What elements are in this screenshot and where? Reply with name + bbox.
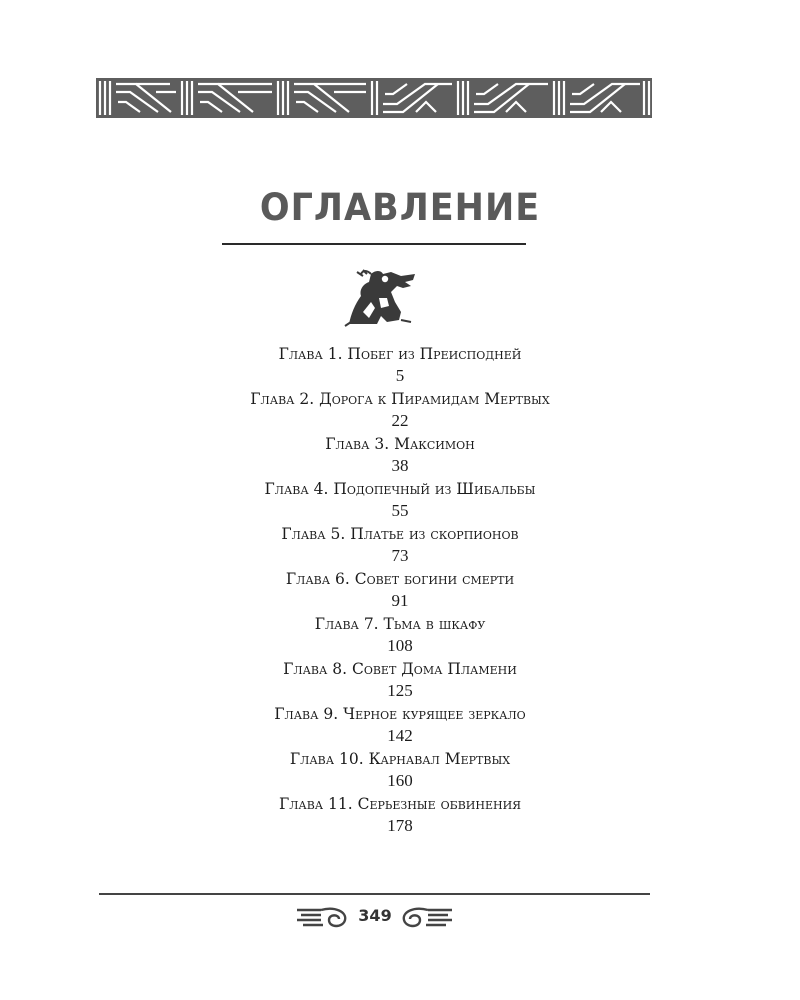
- chapter-page-number: 91: [391, 591, 409, 610]
- chapter-title: Глава 4. Подопечный из Шибальбы: [264, 480, 536, 498]
- chapter-page-number: 5: [395, 366, 405, 385]
- ornamental-border-icon: [96, 78, 652, 118]
- toc-entry[interactable]: [0, 478, 800, 523]
- toc-entry[interactable]: [0, 793, 800, 838]
- toc-entry[interactable]: [0, 568, 800, 613]
- chapter-title: Глава 5. Платье из скорпионов: [281, 525, 519, 543]
- chapter-title: Глава 8. Совет Дома Пламени: [283, 660, 517, 678]
- chapter-page-number: 55: [391, 501, 409, 520]
- chapter-page-number: 178: [387, 816, 413, 835]
- chapter-title: Глава 9. Черное курящее зеркало: [274, 705, 526, 723]
- chapter-title: Глава 3. Максимон: [325, 435, 475, 453]
- chapter-page-number: 108: [387, 636, 413, 655]
- toc-entry[interactable]: [0, 523, 800, 568]
- chapter-title: Глава 6. Совет богини смерти: [285, 570, 515, 588]
- toc-entry[interactable]: [0, 748, 800, 793]
- footer-rule: [99, 893, 650, 895]
- toc-entry[interactable]: [0, 343, 800, 388]
- toc-entry[interactable]: [0, 658, 800, 703]
- title-underline: [222, 243, 526, 245]
- page-title: ОГЛАВЛЕНИЕ: [259, 186, 541, 230]
- chapter-title: Глава 11. Серьезные обвинения: [278, 795, 522, 813]
- chapter-page-number: 73: [391, 546, 409, 565]
- toc-entry[interactable]: [0, 703, 800, 748]
- table-of-contents: [0, 343, 800, 838]
- chapter-title: Глава 2. Дорога к Пирамидам Мертвых: [250, 390, 550, 408]
- spiral-ornament-icon: [295, 904, 351, 930]
- dog-glyph-icon: [341, 268, 419, 328]
- spiral-ornament-icon: [398, 904, 454, 930]
- chapter-page-number: 142: [387, 726, 413, 745]
- page-number: 349: [358, 906, 392, 925]
- toc-entry[interactable]: [0, 433, 800, 478]
- chapter-page-number: 22: [391, 411, 409, 430]
- toc-entry[interactable]: [0, 388, 800, 433]
- chapter-title: Глава 1. Побег из Преисподней: [278, 345, 522, 363]
- chapter-title: Глава 10. Карнавал Мертвых: [289, 750, 511, 768]
- chapter-page-number: 160: [387, 771, 413, 790]
- chapter-page-number: 125: [387, 681, 413, 700]
- chapter-title: Глава 7. Тьма в шкафу: [314, 615, 486, 633]
- toc-entry[interactable]: [0, 613, 800, 658]
- chapter-page-number: 38: [391, 456, 409, 475]
- page-footer: [0, 900, 800, 934]
